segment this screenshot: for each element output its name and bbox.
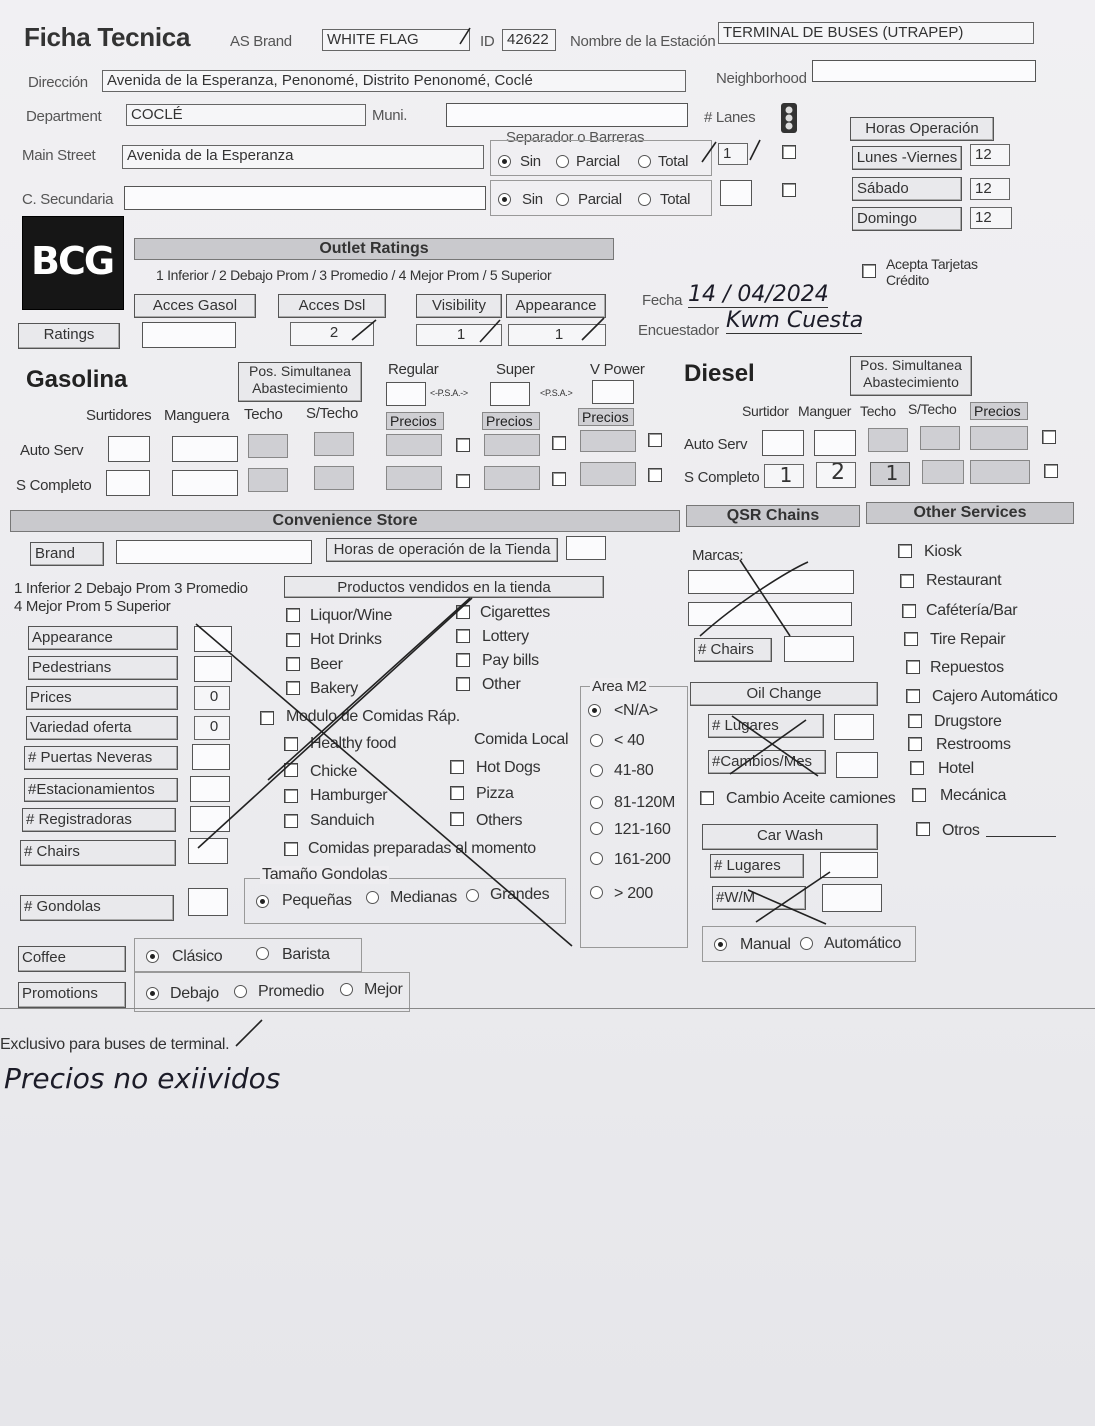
medianas-label: Medianas	[390, 889, 457, 906]
diesel-surtidor-label: Surtidor	[742, 403, 789, 419]
precios-super-text: Precios	[486, 413, 533, 429]
secundaria-label: C. Secundaria	[22, 191, 114, 208]
promo-mejor-label: Mejor	[364, 981, 403, 998]
cs-horas-field[interactable]	[566, 536, 606, 560]
cs-prices-label: Prices	[26, 686, 178, 710]
cs-estacionamientos-label: #Estacionamientos	[24, 778, 178, 802]
acces-dsl-label: Acces Dsl	[278, 294, 386, 318]
acces-gasol-field[interactable]	[142, 322, 236, 348]
area-label: Area M2	[592, 678, 647, 695]
other-cafeteria-label: Cafétería/Bar	[926, 602, 1018, 619]
brand-field[interactable]: WHITE FLAG	[322, 29, 470, 51]
cs-productos-label: Productos vendidos en la tienda	[284, 576, 604, 598]
visibility-label: Visibility	[416, 294, 502, 318]
gasolina-title: Gasolina	[26, 366, 128, 393]
product-cigarettes-check[interactable]	[456, 605, 470, 619]
product-beer-label: Beer	[310, 656, 343, 673]
traffic-light-icon	[778, 102, 800, 134]
tamano-label: Tamaño Gondolas	[262, 866, 388, 883]
diesel-precios-text: Precios	[974, 403, 1021, 419]
form-title: Ficha Tecnica	[24, 22, 191, 52]
comidas-check[interactable]	[284, 842, 298, 856]
other-mecanica-check[interactable]	[912, 788, 926, 802]
main-street-label: Main Street	[22, 147, 96, 164]
regular-label: Regular	[388, 361, 439, 378]
cw-manual-radio[interactable]	[714, 938, 727, 951]
qsr-marcas-field-1[interactable]	[688, 570, 854, 594]
product-paybills-check[interactable]	[456, 653, 470, 667]
area-group	[580, 686, 688, 948]
convenience-store-header: Convenience Store	[10, 510, 680, 532]
diesel-sc-manguer[interactable]: 2	[816, 462, 856, 488]
qsr-chairs-label: # Chairs	[694, 638, 772, 662]
other-hotel-check[interactable]	[910, 761, 924, 775]
lunes-viernes-field[interactable]: 12	[970, 144, 1010, 166]
gasolina-pos-sim: Pos. Simultanea Abastecimiento	[238, 362, 362, 402]
direccion-field[interactable]: Avenida de la Esperanza, Penonomé, Distrito Penonomé, Coclé	[102, 70, 686, 92]
cw-manual-label: Manual	[740, 936, 791, 953]
cs-appearance-label: Appearance	[28, 626, 178, 650]
other-drugstore-label: Drugstore	[934, 713, 1002, 730]
pequenas-radio[interactable]	[256, 895, 269, 908]
diesel-as-manguer[interactable]	[814, 430, 856, 456]
comidas-label: Comidas preparadas al momento	[308, 840, 536, 857]
diesel-sc-stecho[interactable]	[922, 460, 964, 484]
gas-sc-vp-check[interactable]	[648, 468, 662, 482]
stecho-label: S/Techo	[306, 405, 359, 422]
hotdogs-label: Hot Dogs	[476, 759, 541, 776]
main-sin-label: Sin	[520, 153, 541, 170]
other-services-header: Other Services	[866, 502, 1074, 524]
station-field[interactable]: TERMINAL DE BUSES (UTRAPEP)	[718, 22, 1034, 44]
sanduich-check[interactable]	[284, 814, 298, 828]
promo-promedio-label: Promedio	[258, 983, 325, 1000]
acepta-tarjetas-label: Acepta Tarjetas Crédito	[886, 256, 978, 288]
cs-brand-field[interactable]	[116, 540, 312, 564]
main-parcial-radio[interactable]	[556, 155, 569, 168]
gas-sc-techo[interactable]	[248, 468, 288, 492]
coffee-barista-radio[interactable]	[256, 947, 269, 960]
main-sin-radio[interactable]	[498, 155, 511, 168]
footer-note: Exclusivo para buses de terminal.	[0, 1036, 230, 1053]
area-121-160-label: 121-160	[614, 821, 671, 838]
gas-as-precio-reg[interactable]	[386, 434, 442, 456]
product-other-check[interactable]	[456, 677, 470, 691]
area-na-radio[interactable]	[588, 704, 601, 717]
cw-lugares-field[interactable]	[820, 852, 878, 878]
encuestador-value[interactable]: Kwm Cuesta	[726, 308, 864, 333]
hamburger-check[interactable]	[284, 789, 298, 803]
gas-sc-precio-reg[interactable]	[386, 466, 442, 490]
horas-operacion-label: Horas Operación	[850, 117, 994, 141]
sec-sin-label: Sin	[522, 191, 543, 208]
area-gt200-label: > 200	[614, 885, 653, 902]
gas-as-reg-check[interactable]	[456, 438, 470, 452]
comida-local-label: Comida Local	[474, 731, 569, 748]
area-161-200-label: 161-200	[614, 851, 671, 868]
vpower-psa-box[interactable]	[592, 380, 634, 404]
other-cafeteria-check[interactable]	[902, 604, 916, 618]
cs-scale-1: 1 Inferior 2 Debajo Prom 3 Promedio	[14, 580, 248, 597]
cs-appearance-field[interactable]	[194, 626, 232, 652]
diesel-as-stecho[interactable]	[920, 426, 960, 450]
direccion-label: Dirección	[28, 74, 88, 91]
qsr-marcas-label: Marcas:	[692, 547, 744, 564]
sec-parcial-radio[interactable]	[556, 193, 569, 206]
sec-total-radio[interactable]	[638, 193, 651, 206]
area-na-label: <N/A>	[614, 702, 658, 719]
other-restaurant-check[interactable]	[900, 574, 914, 588]
area-41-80-radio[interactable]	[590, 764, 603, 777]
oil-lugares-field[interactable]	[834, 714, 874, 740]
product-beer-check[interactable]	[286, 657, 300, 671]
sec-lanes-field[interactable]	[720, 180, 752, 206]
techo-label: Techo	[244, 406, 283, 423]
promo-mejor-radio[interactable]	[340, 983, 353, 996]
other-tire-label: Tire Repair	[930, 631, 1006, 648]
gas-as-vp-check[interactable]	[648, 433, 662, 447]
diesel-pos-sim: Pos. Simultanea Abastecimiento	[850, 356, 972, 396]
muni-field[interactable]	[446, 103, 688, 127]
pequenas-label: Pequeñas	[282, 892, 352, 909]
gas-sc-surtidores[interactable]	[106, 470, 150, 496]
fecha-value[interactable]: 14 / 04/2024	[688, 282, 829, 307]
main-total-label: Total	[658, 153, 689, 170]
footer-divider	[0, 1008, 1095, 1009]
healthy-label: Healthy food	[310, 735, 397, 752]
pizza-label: Pizza	[476, 785, 514, 802]
main-lanes-field[interactable]: 1	[718, 143, 748, 165]
cw-lugares-label: # Lugares	[710, 854, 804, 878]
gas-s-completo-label: S Completo	[16, 477, 92, 494]
healthy-check[interactable]	[284, 737, 298, 751]
sec-lanes-checkbox[interactable]	[782, 183, 796, 197]
manguera-label: Manguera	[164, 407, 230, 424]
domingo-field[interactable]: 12	[970, 207, 1012, 229]
other-otros-line[interactable]	[986, 836, 1056, 837]
cs-chairs-label: # Chairs	[20, 840, 176, 866]
diesel-title: Diesel	[684, 360, 755, 387]
cw-wm-label: #W/M	[712, 886, 806, 910]
coffee-label: Coffee	[18, 946, 126, 972]
ratings-label: Ratings	[18, 323, 120, 349]
car-wash-label: Car Wash	[702, 824, 878, 850]
diesel-as-precio[interactable]	[970, 426, 1028, 450]
cs-chairs-field[interactable]	[188, 838, 228, 864]
product-cigarettes-label: Cigarettes	[480, 604, 550, 621]
cs-horas-label: Horas de operación de la Tienda	[326, 538, 558, 562]
gas-as-stecho[interactable]	[314, 432, 354, 456]
promo-promedio-radio[interactable]	[234, 985, 247, 998]
sanduich-label: Sanduich	[310, 812, 375, 829]
precios-vpower-text: Precios	[582, 409, 629, 425]
domingo-label: Domingo	[852, 207, 962, 231]
gas-sc-stecho[interactable]	[314, 466, 354, 490]
appearance-label: Appearance	[506, 294, 606, 318]
station-label: Nombre de la Estación	[570, 33, 716, 50]
cambio-aceite-label: Cambio Aceite camiones	[726, 790, 896, 807]
oil-change-label: Oil Change	[690, 682, 878, 706]
cs-pedestrians-label: Pedestrians	[28, 656, 178, 680]
other-tire-check[interactable]	[904, 632, 918, 646]
gas-sc-sup-check[interactable]	[552, 472, 566, 486]
diesel-sc-precio[interactable]	[970, 460, 1030, 484]
diesel-manguer-label: Manguer	[798, 403, 852, 419]
other-repuestos-check[interactable]	[906, 660, 920, 674]
chicke-label: Chicke	[310, 763, 358, 780]
gas-sc-precio-vp[interactable]	[580, 462, 636, 486]
diesel-stecho-label: S/Techo	[908, 401, 957, 417]
other-cajero-label: Cajero Automático	[932, 688, 1058, 705]
others-label: Others	[476, 812, 523, 829]
other-kiosk-label: Kiosk	[924, 543, 962, 560]
gas-auto-serv-label: Auto Serv	[20, 442, 84, 459]
chicke-check[interactable]	[284, 763, 298, 777]
lanes-label: # Lanes	[704, 109, 756, 126]
other-otros-label: Otros	[942, 822, 980, 839]
acces-dsl-field[interactable]: 2	[290, 322, 374, 346]
product-other-label: Other	[482, 676, 521, 693]
acepta-tarjetas-checkbox[interactable]	[862, 264, 876, 278]
diesel-as-surtidor[interactable]	[762, 430, 804, 456]
diesel-sc-check[interactable]	[1044, 464, 1058, 478]
product-bakery-label: Bakery	[310, 680, 358, 697]
gas-as-precio-vp[interactable]	[580, 430, 636, 452]
diesel-auto-serv-label: Auto Serv	[684, 436, 748, 453]
muni-label: Muni.	[372, 107, 408, 124]
pizza-check[interactable]	[450, 786, 464, 800]
product-lottery-label: Lottery	[482, 628, 529, 645]
as-brand-label: AS Brand	[230, 33, 292, 50]
product-hotdrinks-label: Hot Drinks	[310, 631, 382, 648]
diesel-techo-label: Techo	[860, 403, 896, 419]
oil-lugares-label: # Lugares	[708, 714, 824, 738]
product-liquor-label: Liquor/Wine	[310, 607, 393, 624]
cs-pedestrians-field[interactable]	[194, 656, 232, 682]
product-paybills-label: Pay bills	[482, 652, 539, 669]
psa-label-2: <P.S.A.>	[540, 388, 573, 398]
vpower-label: V Power	[590, 361, 645, 378]
other-restrooms-check[interactable]	[908, 737, 922, 751]
modulo-check[interactable]	[260, 711, 274, 725]
neighborhood-label: Neighborhood	[716, 70, 807, 87]
promo-debajo-radio[interactable]	[146, 987, 159, 1000]
hotdogs-check[interactable]	[450, 760, 464, 774]
tick-lanes-b	[750, 140, 760, 160]
coffee-barista-label: Barista	[282, 946, 330, 963]
qsr-marcas-field-2[interactable]	[688, 602, 852, 626]
main-parcial-label: Parcial	[576, 153, 620, 170]
others-check[interactable]	[450, 812, 464, 826]
cs-prices-field[interactable]: 0	[194, 686, 230, 710]
cw-automatico-radio[interactable]	[800, 937, 813, 950]
cw-wm-field[interactable]	[822, 884, 882, 912]
promotions-label: Promotions	[18, 982, 126, 1008]
gas-sc-precio-sup[interactable]	[484, 466, 540, 490]
bcg-logo-text: BCG	[31, 239, 114, 283]
main-total-radio[interactable]	[638, 155, 651, 168]
cs-registradoras-field[interactable]	[190, 806, 230, 832]
cs-variedad-field[interactable]: 0	[194, 716, 230, 740]
other-kiosk-check[interactable]	[898, 544, 912, 558]
product-bakery-check[interactable]	[286, 681, 300, 695]
diesel-as-check[interactable]	[1042, 430, 1056, 444]
other-hotel-label: Hotel	[938, 760, 974, 777]
gas-as-techo[interactable]	[248, 434, 288, 458]
other-repuestos-label: Repuestos	[930, 659, 1004, 676]
department-label: Department	[26, 108, 102, 125]
cs-estacionamientos-field[interactable]	[190, 776, 230, 802]
grandes-label: Grandes	[490, 886, 550, 903]
cambio-aceite-check[interactable]	[700, 791, 714, 805]
grandes-radio[interactable]	[466, 889, 479, 902]
sec-total-label: Total	[660, 191, 691, 208]
other-restrooms-label: Restrooms	[936, 736, 1011, 753]
cs-scale-2: 4 Mejor Prom 5 Superior	[14, 598, 171, 615]
diesel-sc-techo[interactable]: 1	[870, 462, 910, 486]
gas-as-sup-check[interactable]	[552, 436, 566, 450]
precios-regular-hdr	[386, 412, 444, 430]
product-lottery-check[interactable]	[456, 629, 470, 643]
other-otros-check[interactable]	[916, 822, 930, 836]
separador-label: Separador o Barreras	[506, 129, 645, 146]
oil-cambios-label: #Cambios/Mes	[708, 750, 826, 774]
precios-vpower-hdr	[578, 408, 634, 426]
gas-as-surtidores[interactable]	[108, 436, 150, 462]
surtidores-label: Surtidores	[86, 407, 152, 424]
footer-handwritten: Precios no exiividos	[4, 1062, 281, 1095]
diesel-as-techo[interactable]	[868, 428, 908, 452]
main-lanes-checkbox[interactable]	[782, 145, 796, 159]
area-lt40-radio[interactable]	[590, 734, 603, 747]
qsr-chairs-field[interactable]	[784, 636, 854, 662]
cs-registradoras-label: # Registradoras	[22, 808, 176, 832]
promo-debajo-label: Debajo	[170, 985, 219, 1002]
neighborhood-field[interactable]	[812, 60, 1036, 82]
cs-gondolas-label: # Gondolas	[20, 895, 174, 921]
tick-footer	[236, 1020, 262, 1046]
main-street-field[interactable]: Avenida de la Esperanza	[122, 145, 484, 169]
ratings-scale: 1 Inferior / 2 Debajo Prom / 3 Promedio / 4 Mejor Prom / 5 Superior	[156, 267, 552, 283]
sec-parcial-label: Parcial	[578, 191, 622, 208]
department-field[interactable]: COCLÉ	[126, 104, 366, 126]
gas-sc-reg-check[interactable]	[456, 474, 470, 488]
cs-variedad-label: Variedad oferta	[26, 716, 178, 740]
id-label: ID	[480, 33, 495, 50]
cs-brand-label: Brand	[30, 542, 104, 566]
other-restaurant-label: Restaurant	[926, 572, 1002, 589]
super-psa-box[interactable]	[490, 382, 530, 406]
area-161-200-radio[interactable]	[590, 852, 603, 865]
area-41-80-label: 41-80	[614, 762, 654, 779]
gas-as-manguera[interactable]	[172, 436, 238, 462]
super-label: Super	[496, 361, 535, 378]
gas-sc-manguera[interactable]	[172, 470, 238, 496]
cs-puertas-label: # Puertas Neveras	[24, 746, 178, 770]
appearance-field[interactable]: 1	[508, 324, 606, 346]
bcg-logo	[22, 216, 124, 310]
coffee-clasico-label: Clásico	[172, 948, 223, 965]
id-field[interactable]: 42622	[502, 29, 556, 51]
regular-psa-box[interactable]	[386, 382, 426, 406]
hamburger-label: Hamburger	[310, 787, 388, 804]
coffee-clasico-radio[interactable]	[146, 950, 159, 963]
area-81-120-label: 81-120M	[614, 794, 676, 811]
fecha-label: Fecha	[642, 292, 683, 309]
qsr-chains-header: QSR Chains	[686, 505, 860, 527]
psa-label-1: <-P.S.A.->	[430, 388, 468, 398]
cw-automatico-label: Automático	[824, 935, 902, 952]
visibility-field[interactable]: 1	[416, 324, 502, 346]
diesel-precios-hdr	[970, 402, 1028, 420]
diesel-s-completo-label: S Completo	[684, 469, 760, 486]
cs-gondolas-field[interactable]	[188, 888, 228, 916]
area-81-120-radio[interactable]	[590, 796, 603, 809]
acces-gasol-label: Acces Gasol	[134, 294, 256, 318]
oil-cambios-field[interactable]	[836, 752, 878, 778]
outlet-ratings-header: Outlet Ratings	[134, 238, 614, 260]
product-hotdrinks-check[interactable]	[286, 633, 300, 647]
other-cajero-check[interactable]	[906, 689, 920, 703]
product-liquor-check[interactable]	[286, 608, 300, 622]
area-gt200-radio[interactable]	[590, 886, 603, 899]
sabado-label: Sábado	[852, 177, 962, 201]
encuestador-label: Encuestador	[638, 322, 719, 339]
modulo-label: Modulo de Comidas Ráp.	[286, 708, 460, 725]
other-drugstore-check[interactable]	[908, 714, 922, 728]
other-mecanica-label: Mecánica	[940, 787, 1007, 804]
diesel-sc-surtidor[interactable]: 1	[764, 464, 804, 488]
sec-sin-radio[interactable]	[498, 193, 511, 206]
cs-puertas-field[interactable]	[192, 744, 230, 770]
precios-super-hdr	[482, 412, 540, 430]
area-lt40-label: < 40	[614, 732, 645, 749]
sabado-field[interactable]: 12	[970, 178, 1010, 200]
secundaria-field[interactable]	[124, 186, 486, 210]
lunes-viernes-label: Lunes -Viernes	[852, 146, 962, 170]
area-121-160-radio[interactable]	[590, 822, 603, 835]
gas-as-precio-sup[interactable]	[484, 434, 540, 456]
precios-regular-text: Precios	[390, 413, 437, 429]
medianas-radio[interactable]	[366, 891, 379, 904]
